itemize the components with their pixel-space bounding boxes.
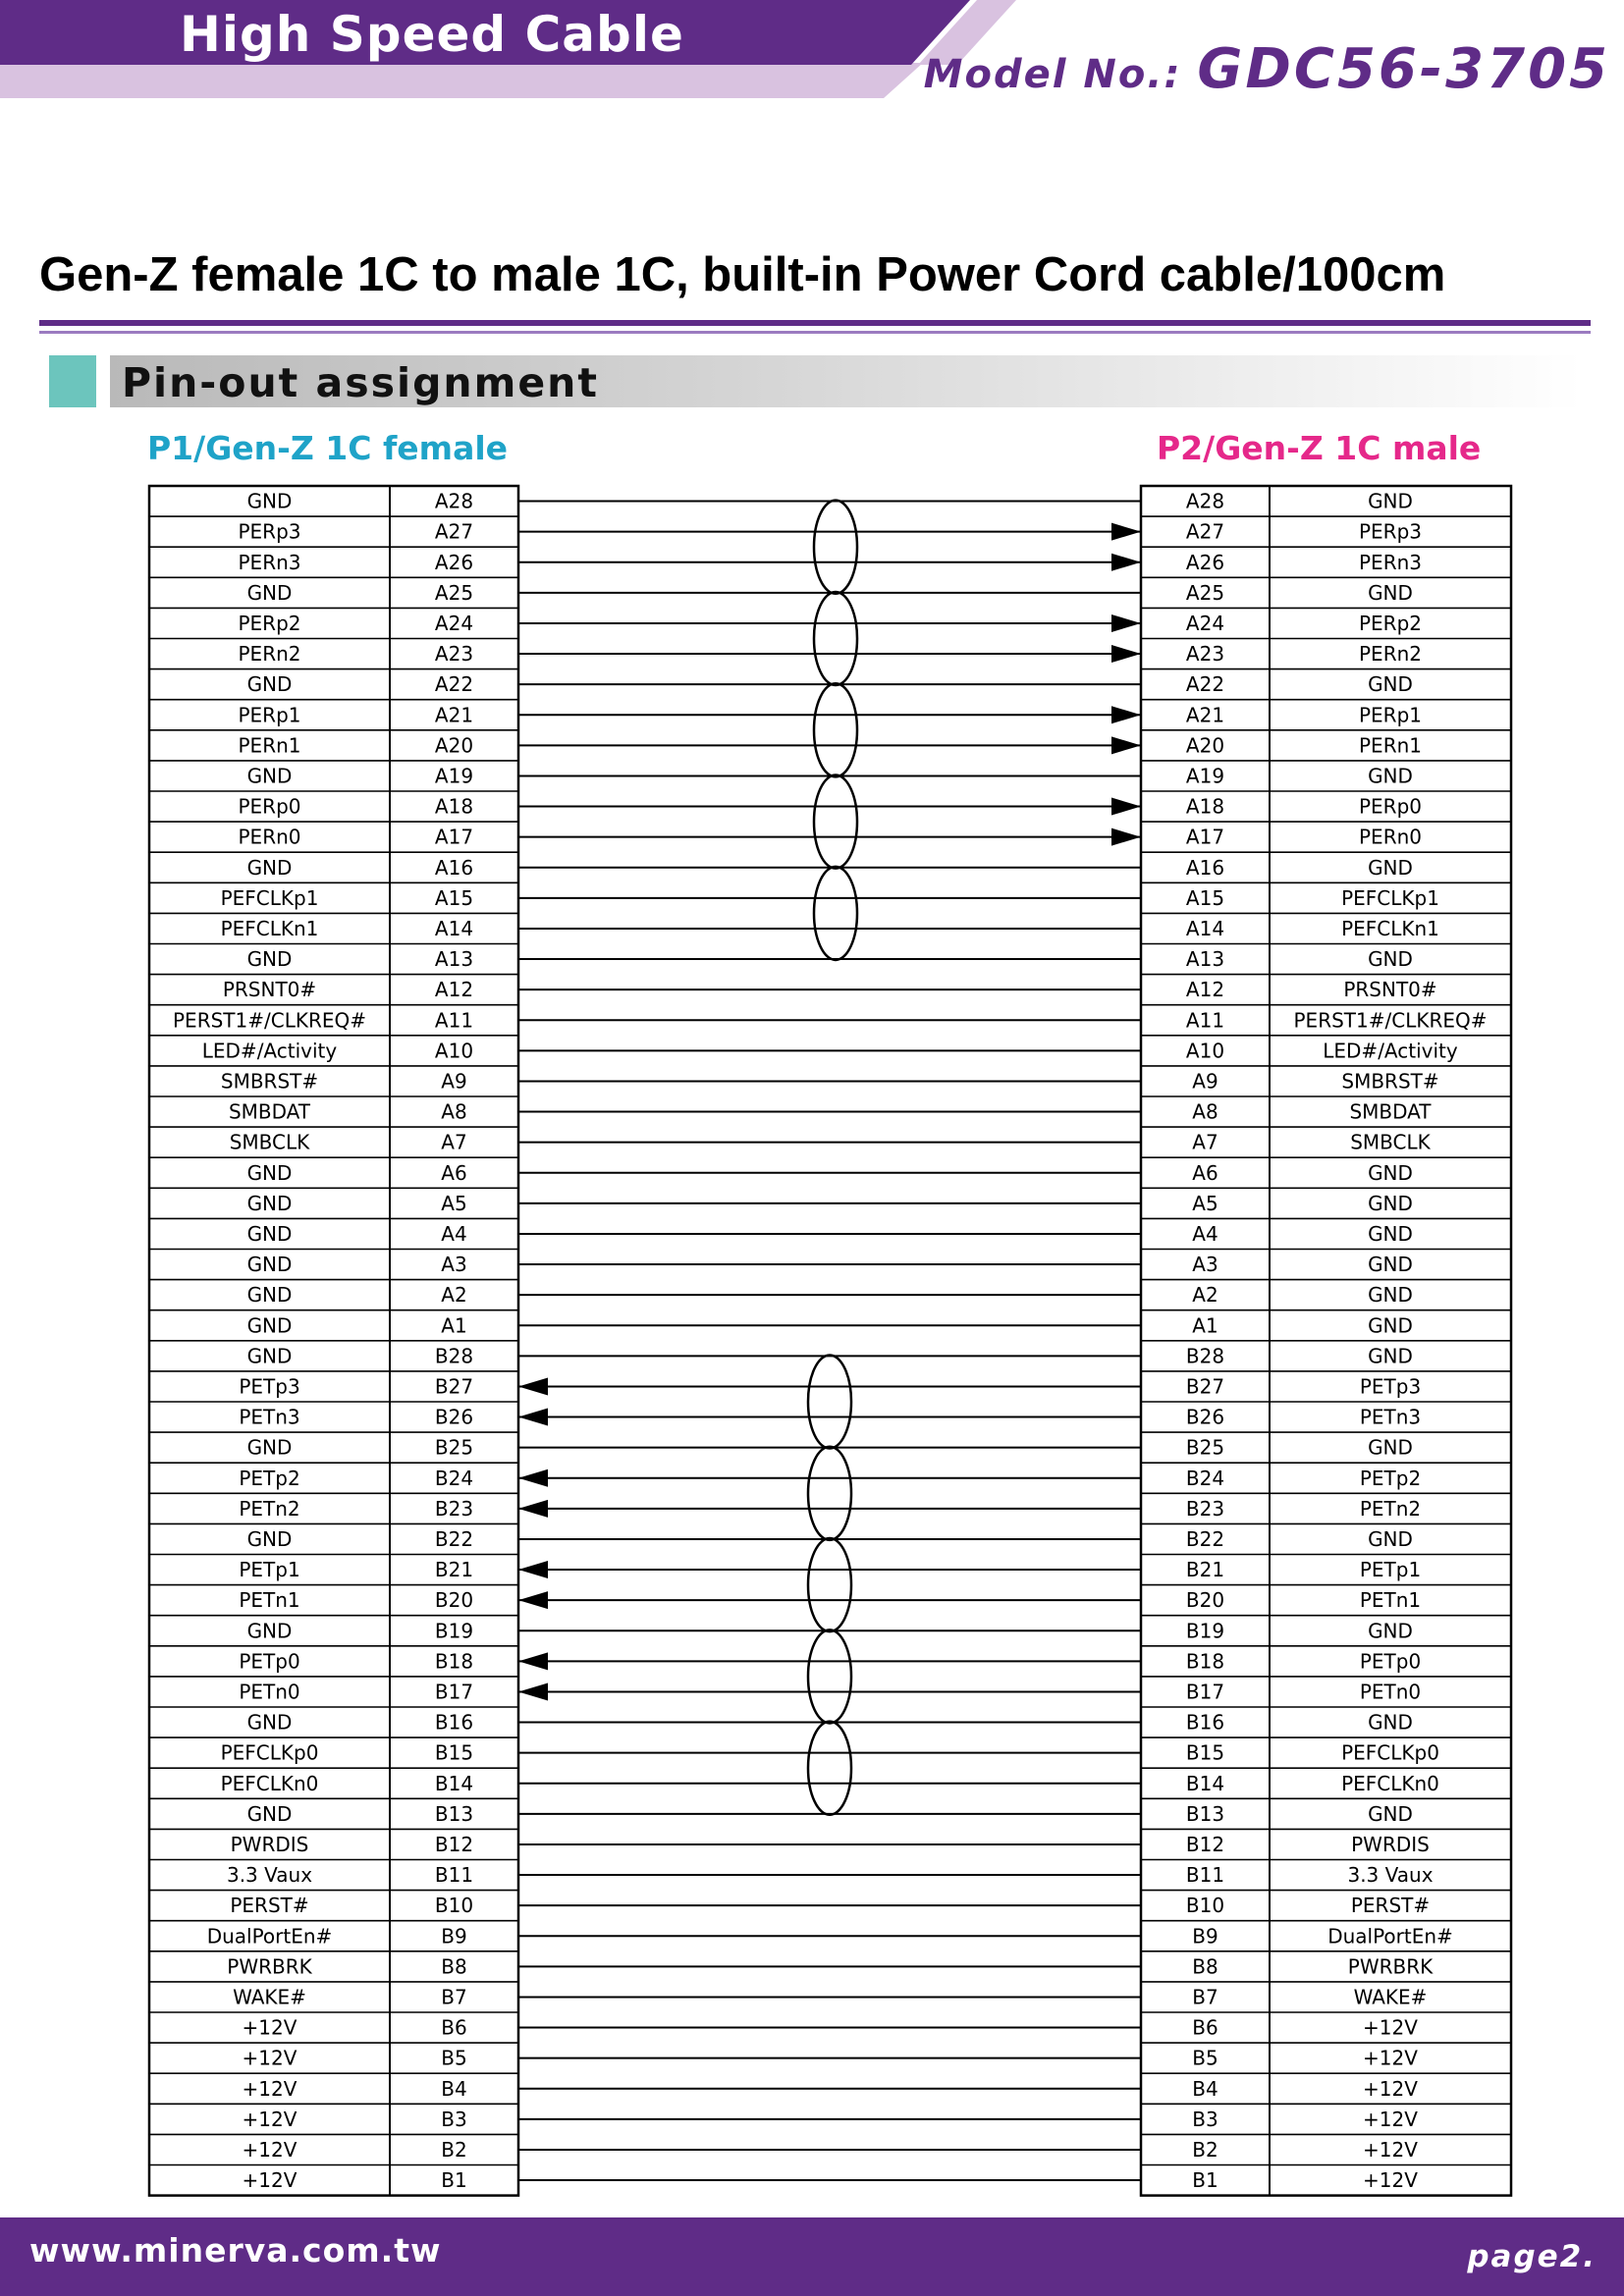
p2-signal-cell: PERST# [1350, 1894, 1431, 1918]
p2-pin-cell: A19 [1185, 764, 1225, 788]
p1-signal-cell: PETp0 [239, 1649, 300, 1674]
p1-signal-cell: GND [246, 1526, 293, 1551]
p1-signal-cell: PERn2 [238, 642, 301, 667]
pair-oval-b24-b23 [808, 1447, 851, 1540]
p1-pin-cell: A19 [434, 764, 474, 788]
p2-pin-cell: A10 [1185, 1039, 1225, 1063]
p2-signal-cell: GND [1368, 672, 1413, 697]
p2-pin-cell: A18 [1185, 794, 1225, 819]
p2-signal-cell: GND [1368, 1801, 1413, 1826]
p2-signal-cell: PEFCLKn0 [1341, 1771, 1439, 1795]
p2-pin-cell: A27 [1185, 519, 1225, 544]
p2-signal-cell: PETp3 [1359, 1374, 1422, 1399]
p1-signal-cell: PEFCLKn1 [220, 916, 319, 940]
p1-signal-cell: GND [246, 1253, 293, 1277]
p2-signal-cell: PERn1 [1359, 733, 1422, 758]
p1-pin-cell: A28 [434, 489, 474, 513]
p1-signal-cell: GND [246, 1801, 293, 1826]
p2-pin-cell: B15 [1185, 1740, 1225, 1765]
p2-signal-cell: PERp0 [1358, 794, 1423, 819]
p1-signal-cell: PERp0 [238, 794, 301, 819]
p2-signal-cell: PEFCLKn1 [1341, 916, 1439, 940]
p1-pin-cell: A18 [434, 794, 474, 819]
p1-signal-cell: GND [246, 489, 293, 513]
p2-pin-cell: A9 [1192, 1069, 1218, 1094]
p1-pin-cell: B12 [434, 1832, 474, 1856]
p2-pin-cell: B24 [1185, 1466, 1225, 1490]
p1-signal-cell: GND [246, 764, 293, 788]
p2-pin-cell: B6 [1192, 2015, 1218, 2040]
p2-pin-cell: A6 [1192, 1160, 1218, 1185]
p1-pin-cell: B5 [441, 2046, 467, 2070]
p1-pin-cell: A12 [434, 978, 474, 1002]
p2-pin-cell: B3 [1192, 2107, 1218, 2131]
p2-pin-cell: A7 [1192, 1130, 1218, 1154]
p1-pin-cell: A25 [434, 580, 474, 605]
p1-pin-cell: B4 [441, 2076, 467, 2101]
p1-pin-cell: B8 [441, 1954, 467, 1979]
p1-signal-cell: +12V [242, 2015, 298, 2040]
p1-pin-cell: A4 [441, 1221, 467, 1246]
p2-pin-cell: B1 [1192, 2168, 1218, 2193]
p1-pin-cell: A5 [441, 1191, 467, 1215]
p1-pin-cell: B7 [441, 1985, 467, 2009]
p1-signal-cell: GND [246, 947, 293, 972]
p2-signal-cell: PRSNT0# [1343, 978, 1437, 1002]
header-category: High Speed Cable [180, 6, 684, 63]
pair-oval-a24-a23 [814, 592, 857, 685]
p1-signal-cell: PERn1 [238, 733, 301, 758]
arrow-right-a21 [1111, 706, 1141, 723]
p2-pin-cell: B19 [1185, 1619, 1225, 1643]
p2-signal-cell: +12V [1363, 2168, 1418, 2193]
p1-signal-cell: PETp2 [239, 1466, 300, 1490]
section-title: Pin-out assignment [122, 359, 599, 406]
p1-signal-cell: GND [246, 1710, 293, 1735]
p1-pin-cell: B2 [441, 2137, 467, 2162]
p1-signal-cell: PWRDIS [230, 1832, 309, 1856]
p2-pin-cell: A4 [1192, 1221, 1218, 1246]
p1-signal-cell: PETp3 [239, 1374, 300, 1399]
p1-signal-cell: PETn3 [239, 1405, 300, 1429]
arrow-right-a20 [1111, 736, 1141, 754]
p1-signal-cell: SMBDAT [228, 1099, 311, 1124]
p1-signal-cell: GND [246, 1313, 293, 1338]
p2-signal-cell: +12V [1363, 2046, 1418, 2070]
p1-pin-cell: A15 [434, 885, 474, 910]
p2-pin-cell: A26 [1185, 550, 1225, 574]
p2-signal-cell: GND [1368, 947, 1413, 972]
p1-signal-cell: WAKE# [233, 1985, 306, 2009]
p2-signal-cell: GND [1368, 1526, 1413, 1551]
p2-signal-cell: GND [1368, 855, 1413, 880]
p2-signal-cell: PERn3 [1359, 550, 1422, 574]
pair-oval-a15-a14 [814, 867, 857, 960]
p1-pin-cell: B13 [434, 1801, 474, 1826]
pair-oval-a27-a26 [814, 501, 857, 594]
p1-pin-table [149, 486, 518, 2196]
p2-signal-cell: LED#/Activity [1323, 1039, 1458, 1063]
p2-signal-cell: PWRBRK [1347, 1954, 1434, 1979]
p2-signal-cell: GND [1368, 1221, 1413, 1246]
footer-bar [0, 2217, 1624, 2296]
p2-pin-cell: B14 [1185, 1771, 1225, 1795]
p2-signal-cell: PETn0 [1359, 1680, 1422, 1704]
p2-pin-cell: B18 [1185, 1649, 1225, 1674]
p1-pin-cell: A7 [441, 1130, 467, 1154]
p2-pin-cell: A3 [1192, 1253, 1218, 1277]
arrow-right-a27 [1111, 523, 1141, 541]
p1-signal-cell: +12V [242, 2046, 298, 2070]
p1-pin-cell: B9 [441, 1924, 467, 1949]
p1-signal-cell: PWRBRK [227, 1954, 312, 1979]
p2-pin-cell: B16 [1185, 1710, 1225, 1735]
p1-pin-cell: B1 [441, 2168, 467, 2193]
p2-signal-cell: PERp3 [1358, 519, 1423, 544]
p1-pin-cell: B14 [434, 1771, 474, 1795]
arrow-right-a17 [1111, 828, 1141, 846]
p2-pin-cell: B27 [1185, 1374, 1225, 1399]
p2-pin-cell: B2 [1192, 2137, 1218, 2162]
p1-pin-cell: B21 [434, 1558, 474, 1582]
p1-pin-cell: A27 [434, 519, 474, 544]
p2-pin-cell: A15 [1185, 885, 1225, 910]
p1-signal-cell: PERp2 [238, 611, 301, 635]
p1-signal-cell: GND [246, 1619, 293, 1643]
p1-signal-cell: GND [246, 672, 293, 697]
p2-pin-cell: B26 [1185, 1405, 1225, 1429]
p1-signal-cell: SMBRST# [220, 1069, 319, 1094]
p1-pin-cell: A3 [441, 1253, 467, 1277]
arrow-right-a24 [1111, 614, 1141, 632]
p2-pin-cell: B9 [1192, 1924, 1218, 1949]
p2-pin-cell: B23 [1185, 1496, 1225, 1521]
pair-oval-b15-b14 [808, 1722, 851, 1815]
p2-pin-cell: A8 [1192, 1099, 1218, 1124]
p2-signal-cell: PETn3 [1359, 1405, 1422, 1429]
p1-pin-cell: B6 [441, 2015, 467, 2040]
p1-pin-cell: B27 [434, 1374, 474, 1399]
footer-website: www.minerva.com.tw [29, 2231, 442, 2269]
p1-pin-cell: B19 [434, 1619, 474, 1643]
p2-pin-cell: B12 [1185, 1832, 1225, 1856]
p2-signal-cell: GND [1368, 1191, 1413, 1215]
p2-signal-cell: PETp0 [1359, 1649, 1422, 1674]
p2-pin-cell: A24 [1185, 611, 1225, 635]
pair-oval-a21-a20 [814, 683, 857, 776]
arrow-left-b21 [518, 1561, 548, 1578]
p2-pin-cell: A16 [1185, 855, 1225, 880]
pair-oval-b21-b20 [808, 1538, 851, 1631]
p1-pin-cell: B23 [434, 1496, 474, 1521]
p2-pin-cell: A17 [1185, 825, 1225, 849]
p2-signal-cell: WAKE# [1353, 1985, 1428, 2009]
p1-pin-cell: A1 [441, 1313, 467, 1338]
p1-signal-cell: GND [246, 1160, 293, 1185]
arrow-left-b27 [518, 1377, 548, 1395]
p2-pin-cell: A5 [1192, 1191, 1218, 1215]
p2-signal-cell: PERn0 [1359, 825, 1422, 849]
p2-signal-cell: GND [1368, 1344, 1413, 1368]
p2-signal-cell: PERn2 [1359, 642, 1422, 667]
p2-signal-cell: GND [1368, 580, 1413, 605]
pair-oval-b27-b26 [808, 1355, 851, 1448]
p2-signal-cell: +12V [1363, 2107, 1418, 2131]
arrow-left-b24 [518, 1469, 548, 1487]
twisted-pair-markers [808, 501, 857, 1815]
arrow-left-b26 [518, 1409, 548, 1426]
p2-signal-cell: +12V [1363, 2137, 1418, 2162]
p2-signal-cell: SMBDAT [1349, 1099, 1432, 1124]
p1-pin-cell: A22 [434, 672, 474, 697]
p1-signal-cell: GND [246, 1435, 293, 1460]
p1-pin-cell: A8 [441, 1099, 467, 1124]
p1-signal-cell: PEFCLKp1 [220, 885, 319, 910]
p2-pin-cell: B17 [1185, 1680, 1225, 1704]
arrow-left-b23 [518, 1500, 548, 1518]
p2-signal-cell: 3.3 Vaux [1347, 1863, 1434, 1888]
p1-signal-cell: PERn3 [238, 550, 301, 574]
p1-signal-cell: +12V [242, 2168, 298, 2193]
p2-pin-cell: B8 [1192, 1954, 1218, 1979]
p1-pin-cell: B25 [434, 1435, 474, 1460]
p1-signal-cell: GND [246, 580, 293, 605]
p2-signal-cell: GND [1368, 1710, 1413, 1735]
p2-signal-cell: PERp2 [1358, 611, 1423, 635]
p1-pin-cell: A13 [434, 947, 474, 972]
p2-signal-cell: GND [1368, 1160, 1413, 1185]
p1-signal-cell: PERn0 [238, 825, 301, 849]
p2-pin-cell: A14 [1185, 916, 1225, 940]
p2-pin-cell: A2 [1192, 1283, 1218, 1308]
p1-pin-cell: B18 [434, 1649, 474, 1674]
p1-signal-cell: PERp1 [238, 703, 301, 727]
p1-pin-cell: A20 [434, 733, 474, 758]
p1-pin-cell: B11 [434, 1863, 474, 1888]
p1-pin-cell: B22 [434, 1526, 474, 1551]
p1-pin-cell: A23 [434, 642, 474, 667]
p2-pin-cell: B10 [1185, 1894, 1225, 1918]
p2-signal-cell: GND [1368, 1435, 1413, 1460]
p2-signal-cell: PWRDIS [1351, 1832, 1430, 1856]
p1-pin-cell: A9 [441, 1069, 467, 1094]
p2-pin-cell: B11 [1185, 1863, 1225, 1888]
p2-signal-cell: PERST1#/CLKREQ# [1293, 1008, 1488, 1033]
p1-pin-cell: B16 [434, 1710, 474, 1735]
footer-page-number: page2. [1467, 2239, 1597, 2274]
p1-signal-cell: GND [246, 1283, 293, 1308]
p2-signal-cell: GND [1368, 1313, 1413, 1338]
p2-signal-cell: SMBRST# [1341, 1069, 1439, 1094]
p2-signal-cell: GND [1368, 764, 1413, 788]
p1-pin-cell: A2 [441, 1283, 467, 1308]
p2-pin-cell: B5 [1192, 2046, 1218, 2070]
p1-signal-cell: PETn2 [239, 1496, 300, 1521]
p1-signal-cell: DualPortEn# [206, 1924, 333, 1949]
p1-pin-cell: A10 [434, 1039, 474, 1063]
p1-pin-cell: B24 [434, 1466, 474, 1490]
p2-pin-table [1141, 486, 1511, 2196]
p1-pin-cell: B28 [434, 1344, 474, 1368]
p2-pin-cell: B21 [1185, 1558, 1225, 1582]
document-title: Gen-Z female 1C to male 1C, built-in Power Cord cable/100cm [39, 248, 1446, 301]
p2-pin-cell: B20 [1185, 1588, 1225, 1613]
p2-signal-cell: PEFCLKp0 [1341, 1740, 1439, 1765]
p2-pin-cell: B7 [1192, 1985, 1218, 2009]
p2-signal-cell: PETp1 [1359, 1558, 1422, 1582]
p2-pin-cell: B4 [1192, 2076, 1218, 2101]
p1-signal-cell: PRSNT0# [222, 978, 317, 1002]
p2-pin-cell: A25 [1185, 580, 1225, 605]
wire-connections [518, 502, 1141, 2181]
p1-pin-cell: B20 [434, 1588, 474, 1613]
p1-signal-cell: PEFCLKn0 [220, 1771, 319, 1795]
p1-signal-cell: PERST1#/CLKREQ# [173, 1008, 366, 1033]
p2-pin-cell: A23 [1185, 642, 1225, 667]
p2-signal-cell: GND [1368, 1619, 1413, 1643]
p2-pin-cell: A13 [1185, 947, 1225, 972]
p2-pin-cell: A1 [1192, 1313, 1218, 1338]
arrow-right-a26 [1111, 554, 1141, 571]
arrow-left-b17 [518, 1682, 548, 1700]
p1-pin-cell: B10 [434, 1894, 474, 1918]
p2-pin-cell: A12 [1185, 978, 1225, 1002]
p1-pin-cell: A16 [434, 855, 474, 880]
p1-signal-cell: PEFCLKp0 [220, 1740, 319, 1765]
arrow-left-b18 [518, 1652, 548, 1670]
p2-signal-cell: GND [1368, 1283, 1413, 1308]
p1-signal-cell: GND [246, 1344, 293, 1368]
pair-oval-a18-a17 [814, 775, 857, 869]
connector-p1-label: P1/Gen-Z 1C female [147, 429, 509, 467]
p1-signal-cell: +12V [242, 2137, 298, 2162]
p2-pin-cell: A21 [1185, 703, 1225, 727]
p2-signal-cell: GND [1368, 489, 1413, 513]
p1-pin-cell: B26 [434, 1405, 474, 1429]
p2-pin-cell: A28 [1185, 489, 1225, 513]
arrow-left-b20 [518, 1591, 548, 1609]
p2-signal-cell: PETn1 [1359, 1588, 1422, 1613]
p1-signal-cell: GND [246, 1191, 293, 1215]
p1-signal-cell: SMBCLK [229, 1130, 310, 1154]
p1-pin-cell: A21 [434, 703, 474, 727]
model-label: Model No.: [923, 52, 1198, 97]
p2-signal-cell: PETn2 [1359, 1496, 1422, 1521]
p2-signal-cell: GND [1368, 1253, 1413, 1277]
connector-p2-label: P2/Gen-Z 1C male [1157, 429, 1482, 467]
p2-signal-cell: DualPortEn# [1327, 1924, 1453, 1949]
p1-signal-cell: PETn1 [239, 1588, 300, 1613]
p2-pin-cell: B13 [1185, 1801, 1225, 1826]
p2-pin-cell: A22 [1185, 672, 1225, 697]
arrow-right-a23 [1111, 645, 1141, 663]
p1-pin-cell: A17 [434, 825, 474, 849]
p1-signal-cell: +12V [242, 2076, 298, 2101]
p1-signal-cell: GND [246, 855, 293, 880]
p1-signal-cell: LED#/Activity [201, 1039, 338, 1063]
p1-signal-cell: PERST# [230, 1894, 309, 1918]
p1-pin-cell: B3 [441, 2107, 467, 2131]
p2-signal-cell: PEFCLKp1 [1341, 885, 1439, 910]
p1-pin-cell: A6 [441, 1160, 467, 1185]
p1-signal-cell: 3.3 Vaux [226, 1863, 313, 1888]
p1-pin-cell: A26 [434, 550, 474, 574]
p1-pin-cell: A14 [434, 916, 474, 940]
p2-pin-cell: A20 [1185, 733, 1225, 758]
p1-signal-cell: +12V [242, 2107, 298, 2131]
p2-pin-cell: A11 [1185, 1008, 1225, 1033]
p1-signal-cell: PETn0 [239, 1680, 300, 1704]
pair-oval-b18-b17 [808, 1629, 851, 1723]
p1-pin-cell: A24 [434, 611, 474, 635]
model-value: GDC56-3705 [1197, 37, 1610, 101]
p1-pin-cell: A11 [434, 1008, 474, 1033]
p1-signal-cell: PETp1 [239, 1558, 300, 1582]
p2-pin-cell: B28 [1185, 1344, 1225, 1368]
p2-signal-cell: SMBCLK [1350, 1130, 1431, 1154]
arrow-right-a18 [1111, 798, 1141, 816]
p2-pin-cell: B22 [1185, 1526, 1225, 1551]
p2-signal-cell: +12V [1363, 2015, 1418, 2040]
p2-signal-cell: PERp1 [1358, 703, 1423, 727]
p1-pin-cell: B15 [434, 1740, 474, 1765]
p2-signal-cell: PETp2 [1359, 1466, 1422, 1490]
p1-pin-cell: B17 [434, 1680, 474, 1704]
p1-signal-cell: PERp3 [238, 519, 301, 544]
p2-signal-cell: +12V [1363, 2076, 1418, 2101]
p1-signal-cell: GND [246, 1221, 293, 1246]
p2-pin-cell: B25 [1185, 1435, 1225, 1460]
